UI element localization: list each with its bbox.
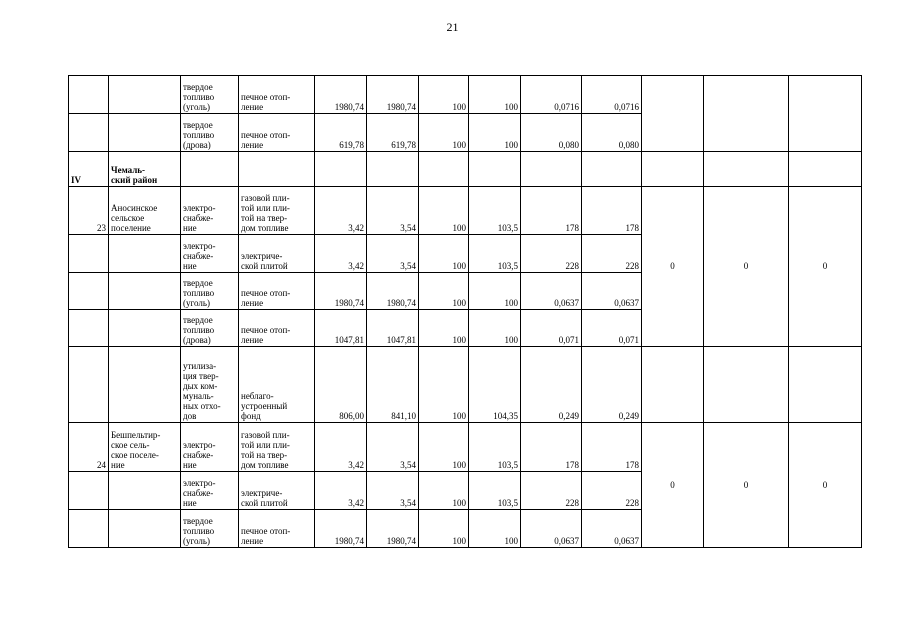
norm-2: 0,0716 (582, 76, 642, 114)
percent-2: 100 (469, 510, 521, 548)
percent-1: 100 (419, 347, 469, 423)
percent-2: 100 (469, 76, 521, 114)
value-1: 1980,74 (315, 76, 367, 114)
settlement-name (109, 114, 181, 152)
summary-empty (789, 347, 862, 423)
norm-2: 0,080 (582, 114, 642, 152)
settlement-name (109, 310, 181, 347)
consumption-method: печное отоп- ление (239, 114, 315, 152)
service-type: электро- снабже- ние (181, 423, 239, 472)
summary-value: 0 (704, 187, 789, 347)
settlement-name: Бешпельтир- ское сель- ское поселе- ние (109, 423, 181, 472)
settlement-name (109, 347, 181, 423)
summary-value: 0 (642, 423, 704, 548)
row-number (69, 235, 109, 273)
norm-2: 228 (582, 235, 642, 273)
district-row (69, 152, 862, 187)
summary-value: 0 (642, 187, 704, 347)
value-2: 1980,74 (367, 510, 419, 548)
consumption-method: неблаго- устроенный фонд (239, 347, 315, 423)
settlement-name (109, 76, 181, 114)
norm-2: 0,0637 (582, 510, 642, 548)
row-number (69, 273, 109, 310)
percent-2: 100 (469, 310, 521, 347)
consumption-method: газовой пли- той или пли- той на твер- дом топливе (239, 187, 315, 235)
percent-1: 100 (419, 187, 469, 235)
percent-1: 100 (419, 310, 469, 347)
value-2: 3,54 (367, 235, 419, 273)
value-1: 1980,74 (315, 273, 367, 310)
row-number (69, 76, 109, 114)
consumption-method: печное отоп- ление (239, 76, 315, 114)
norm-2: 0,0637 (582, 273, 642, 310)
district-name: Чемаль- ский район (109, 152, 181, 187)
summary-empty (642, 76, 704, 152)
row-number (69, 310, 109, 347)
table-row (69, 347, 862, 423)
norm-1: 228 (521, 235, 582, 273)
tariff-table (68, 75, 862, 548)
value-1: 3,42 (315, 235, 367, 273)
value-2: 841,10 (367, 347, 419, 423)
summary-empty (789, 76, 862, 152)
value-1: 3,42 (315, 187, 367, 235)
percent-1: 100 (419, 273, 469, 310)
consumption-method: печное отоп- ление (239, 273, 315, 310)
settlement-name (109, 273, 181, 310)
percent-2: 103,5 (469, 423, 521, 472)
settlement-name: Аносинское сельское поселение (109, 187, 181, 235)
percent-2: 103,5 (469, 472, 521, 510)
norm-1: 178 (521, 423, 582, 472)
consumption-method: газовой пли- той или пли- той на твер- дом топливе (239, 423, 315, 472)
norm-1: 0,249 (521, 347, 582, 423)
row-number: 23 (69, 187, 109, 235)
service-type: твердое топливо (дрова) (181, 310, 239, 347)
summary-value: 0 (704, 423, 789, 548)
service-type: электро- снабже- ние (181, 187, 239, 235)
norm-1: 228 (521, 472, 582, 510)
value-1: 619,78 (315, 114, 367, 152)
table-row (69, 187, 862, 235)
consumption-method: электриче- ской плитой (239, 472, 315, 510)
norm-1: 178 (521, 187, 582, 235)
service-type: утилиза- ция твер- дых ком- муналь- ных отхо- дов (181, 347, 239, 423)
summary-empty (704, 76, 789, 152)
row-number (69, 114, 109, 152)
settlement-name (109, 472, 181, 510)
norm-1: 0,071 (521, 310, 582, 347)
settlement-name (109, 510, 181, 548)
percent-2: 103,5 (469, 235, 521, 273)
summary-empty (642, 347, 704, 423)
percent-1: 100 (419, 472, 469, 510)
value-1: 806,00 (315, 347, 367, 423)
consumption-method: печное отоп- ление (239, 310, 315, 347)
norm-2: 228 (582, 472, 642, 510)
norm-1: 0,0637 (521, 510, 582, 548)
percent-1: 100 (419, 114, 469, 152)
value-2: 1047,81 (367, 310, 419, 347)
value-2: 3,54 (367, 472, 419, 510)
norm-2: 178 (582, 423, 642, 472)
norm-2: 0,071 (582, 310, 642, 347)
service-type: электро- снабже- ние (181, 235, 239, 273)
summary-empty (704, 347, 789, 423)
row-number (69, 347, 109, 423)
value-2: 619,78 (367, 114, 419, 152)
norm-1: 0,080 (521, 114, 582, 152)
value-2: 1980,74 (367, 76, 419, 114)
value-1: 1047,81 (315, 310, 367, 347)
norm-2: 0,249 (582, 347, 642, 423)
consumption-method: электриче- ской плитой (239, 235, 315, 273)
percent-1: 100 (419, 76, 469, 114)
value-1: 3,42 (315, 423, 367, 472)
norm-1: 0,0716 (521, 76, 582, 114)
norm-2: 178 (582, 187, 642, 235)
row-number (69, 510, 109, 548)
percent-2: 104,35 (469, 347, 521, 423)
service-type: твердое топливо (дрова) (181, 114, 239, 152)
percent-2: 103,5 (469, 187, 521, 235)
percent-2: 100 (469, 273, 521, 310)
value-1: 3,42 (315, 472, 367, 510)
section-number: IV (69, 152, 109, 187)
service-type: твердое топливо (уголь) (181, 273, 239, 310)
percent-1: 100 (419, 510, 469, 548)
value-2: 3,54 (367, 187, 419, 235)
percent-2: 100 (469, 114, 521, 152)
value-1: 1980,74 (315, 510, 367, 548)
page-number: 21 (446, 20, 459, 34)
consumption-method: печное отоп- ление (239, 510, 315, 548)
value-2: 3,54 (367, 423, 419, 472)
summary-value: 0 (789, 187, 862, 347)
settlement-name (109, 235, 181, 273)
service-type: твердое топливо (уголь) (181, 76, 239, 114)
row-number: 24 (69, 423, 109, 472)
table-row (69, 423, 862, 472)
row-number (69, 472, 109, 510)
value-2: 1980,74 (367, 273, 419, 310)
table-row (69, 76, 862, 114)
percent-1: 100 (419, 423, 469, 472)
norm-1: 0,0637 (521, 273, 582, 310)
service-type: электро- снабже- ние (181, 472, 239, 510)
service-type: твердое топливо (уголь) (181, 510, 239, 548)
percent-1: 100 (419, 235, 469, 273)
summary-value: 0 (789, 423, 862, 548)
